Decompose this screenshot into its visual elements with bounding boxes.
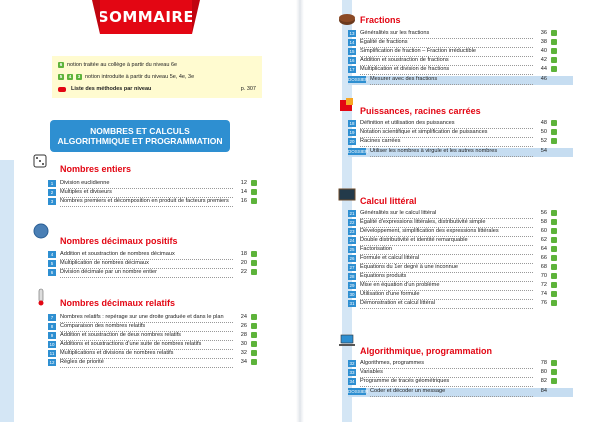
entry-title: Racines carrées bbox=[360, 138, 533, 147]
entry-number: 2 bbox=[48, 189, 56, 196]
level-icon bbox=[551, 120, 557, 126]
chapter-entries bbox=[48, 180, 273, 207]
right-page bbox=[300, 0, 600, 422]
chapter-title[interactable]: Calcul littéral bbox=[360, 196, 417, 206]
toc-entry[interactable] bbox=[348, 120, 573, 129]
entry-page: 70 bbox=[540, 273, 547, 279]
entry-title: Mesurer avec des fractions bbox=[370, 76, 533, 85]
level-icon bbox=[551, 48, 557, 54]
toc-entry[interactable] bbox=[48, 332, 273, 341]
entry-number: 9 bbox=[48, 332, 56, 339]
level-icons bbox=[547, 264, 573, 270]
level-icons bbox=[547, 39, 573, 45]
dossier-entry[interactable] bbox=[348, 76, 573, 85]
toc-entry[interactable] bbox=[348, 291, 573, 300]
toc-entry[interactable] bbox=[348, 246, 573, 255]
toc-entry[interactable] bbox=[48, 198, 273, 207]
level-icons bbox=[547, 237, 573, 243]
entry-number: 7 bbox=[48, 314, 56, 321]
entry-page: 52 bbox=[540, 138, 547, 144]
toc-entry[interactable] bbox=[348, 48, 573, 57]
entry-number: 13 bbox=[349, 31, 355, 36]
toc-entry[interactable] bbox=[48, 260, 273, 269]
toc-entry[interactable] bbox=[48, 359, 273, 368]
entry-number: DOSSIER bbox=[348, 77, 369, 82]
entry-page: 26 bbox=[240, 323, 247, 329]
entry-page: 72 bbox=[540, 282, 547, 288]
entry-title: Utiliser les nombres à virgule et les autres nombres bbox=[370, 148, 533, 157]
entry-title: Addition et soustraction de nombres décimaux bbox=[60, 251, 233, 260]
toc-entry[interactable] bbox=[348, 264, 573, 273]
entry-title: Nombres relatifs : repérage sur une droite graduée et dans le plan bbox=[60, 314, 233, 323]
main-section-title bbox=[50, 120, 230, 152]
entry-page: 62 bbox=[540, 237, 547, 243]
level-icon bbox=[551, 246, 557, 252]
level-icons bbox=[247, 323, 273, 329]
level-6-icon: 6 bbox=[59, 62, 63, 67]
entry-page: 68 bbox=[540, 264, 547, 270]
toc-entry[interactable] bbox=[348, 210, 573, 219]
level-icons bbox=[547, 66, 573, 72]
entry-page: 66 bbox=[540, 255, 547, 261]
toc-entry[interactable] bbox=[348, 255, 573, 264]
entry-number: 29 bbox=[349, 283, 355, 288]
level-icons bbox=[547, 378, 573, 384]
entry-title: Coder et décoder un message bbox=[370, 388, 533, 397]
entry-page: 58 bbox=[540, 219, 547, 225]
level-icons bbox=[547, 291, 573, 297]
entry-title: Définition et utilisation des puissances bbox=[360, 120, 533, 129]
entry-title: Addition et soustraction de fractions bbox=[360, 57, 533, 66]
entry-number: 20 bbox=[349, 139, 355, 144]
entry-page: 20 bbox=[240, 260, 247, 266]
toc-entry[interactable] bbox=[348, 282, 573, 291]
coin-icon bbox=[32, 222, 50, 240]
level-icon bbox=[551, 264, 557, 270]
entry-title: Division euclidienne bbox=[60, 180, 233, 189]
level-icons bbox=[547, 369, 573, 375]
entry-page: 84 bbox=[540, 388, 547, 394]
level-icon bbox=[251, 189, 257, 195]
dossier-entry[interactable] bbox=[348, 388, 573, 397]
chapter-entries bbox=[48, 314, 273, 368]
entry-page: 76 bbox=[540, 300, 547, 306]
entry-number: 23 bbox=[349, 229, 355, 234]
entry-number: 12 bbox=[49, 360, 55, 365]
entry-title: Généralités sur le calcul littéral bbox=[360, 210, 533, 219]
level-icon bbox=[551, 57, 557, 63]
entry-title: Multiplication et division de fractions bbox=[360, 66, 533, 75]
level-icon bbox=[251, 260, 257, 266]
entry-number: 16 bbox=[349, 58, 355, 63]
level-icon bbox=[551, 237, 557, 243]
entry-page: 36 bbox=[540, 30, 547, 36]
level-icon bbox=[551, 210, 557, 216]
entry-number: 15 bbox=[349, 49, 355, 54]
toc-entry[interactable] bbox=[348, 39, 573, 48]
entry-page: 34 bbox=[240, 359, 247, 365]
level-icon bbox=[551, 129, 557, 135]
entry-title: Nombres premiers et décomposition en produit de facteurs premiers bbox=[60, 198, 233, 207]
level-icon bbox=[551, 378, 557, 384]
entry-title: Mise en équation d'un problème bbox=[360, 282, 533, 291]
main-title-line2: ALGORITHMIQUE ET PROGRAMMATION bbox=[57, 136, 223, 146]
level-icon bbox=[551, 138, 557, 144]
level-icon bbox=[551, 219, 557, 225]
level-icons bbox=[547, 228, 573, 234]
entry-page: 64 bbox=[540, 246, 547, 252]
entry-number: 14 bbox=[349, 40, 355, 45]
entry-title: Division décimale par un nombre entier bbox=[60, 269, 233, 278]
sommaire-ribbon: SOMMAIRE bbox=[100, 0, 192, 34]
level-5-icon: 5 bbox=[59, 74, 63, 79]
entry-number: 3 bbox=[48, 198, 56, 205]
entry-number: 6 bbox=[48, 269, 56, 276]
entry-page: 24 bbox=[240, 314, 247, 320]
toc-entry[interactable] bbox=[348, 378, 573, 387]
level-icons bbox=[547, 129, 573, 135]
entry-page: 80 bbox=[540, 369, 547, 375]
blackboard-icon bbox=[338, 186, 356, 204]
level-icons bbox=[247, 350, 273, 356]
entry-title: Comparaison des nombres relatifs bbox=[60, 323, 233, 332]
thermometer-icon bbox=[32, 288, 50, 306]
entry-number: 33 bbox=[349, 370, 355, 375]
level-icon bbox=[551, 228, 557, 234]
entry-number: 31 bbox=[349, 301, 355, 306]
legend-box bbox=[52, 56, 262, 98]
chapter-title[interactable]: Nombres décimaux positifs bbox=[60, 236, 178, 246]
level-icon bbox=[251, 350, 257, 356]
entry-page: 18 bbox=[240, 251, 247, 257]
level-3-icon: 3 bbox=[77, 74, 81, 79]
entry-title: Multiples et diviseurs bbox=[60, 189, 233, 198]
entry-title: Additions et soustractions d'une suite de nombres relatifs bbox=[60, 341, 233, 350]
entry-title: Développement, simplification des expressions littérales bbox=[360, 228, 533, 237]
entry-title: Algorithmes, programmes bbox=[360, 360, 533, 369]
legend-row-543 bbox=[58, 71, 256, 83]
level-4-icon: 4 bbox=[68, 74, 72, 79]
toc-entry[interactable] bbox=[348, 30, 573, 39]
square-power-icon bbox=[338, 96, 356, 114]
level-icons bbox=[547, 255, 573, 261]
toc-entry[interactable] bbox=[48, 269, 273, 278]
level-icons bbox=[247, 260, 273, 266]
toc-entry[interactable] bbox=[48, 341, 273, 350]
entry-title: Formule et calcul littéral bbox=[360, 255, 533, 264]
methods-link[interactable]: Liste des méthodes par niveau bbox=[71, 86, 152, 92]
entry-number: 25 bbox=[349, 247, 355, 252]
arrow-icon bbox=[58, 87, 66, 92]
entry-title: Addition et soustraction de deux nombres relatifs bbox=[60, 332, 233, 341]
level-icon bbox=[251, 314, 257, 320]
entry-title: Utilisation d'une formule bbox=[360, 291, 533, 300]
entry-page: 16 bbox=[240, 198, 247, 204]
entry-number: 34 bbox=[349, 379, 355, 384]
toc-entry[interactable] bbox=[48, 180, 273, 189]
entry-number: 1 bbox=[48, 180, 56, 187]
toc-entry[interactable] bbox=[48, 189, 273, 198]
level-icons bbox=[547, 273, 573, 279]
toc-entry[interactable] bbox=[348, 300, 573, 309]
entry-number: 18 bbox=[349, 121, 355, 126]
entry-page: 50 bbox=[540, 129, 547, 135]
level-icons bbox=[247, 359, 273, 365]
chapter-title[interactable]: Nombres entiers bbox=[60, 164, 132, 174]
level-icons bbox=[247, 332, 273, 338]
toc-entry[interactable] bbox=[348, 66, 573, 75]
level-icon bbox=[551, 360, 557, 366]
toc-entry[interactable] bbox=[48, 251, 273, 260]
level-icons bbox=[547, 282, 573, 288]
level-icon bbox=[551, 39, 557, 45]
toc-entry[interactable] bbox=[348, 138, 573, 147]
entry-page: 28 bbox=[240, 332, 247, 338]
level-icons bbox=[547, 48, 573, 54]
chapter-entries bbox=[348, 210, 573, 309]
toc-entry[interactable] bbox=[348, 57, 573, 66]
entry-number: 21 bbox=[349, 211, 355, 216]
toc-entry[interactable] bbox=[348, 228, 573, 237]
level-icons bbox=[547, 210, 573, 216]
chapter-entries bbox=[348, 360, 573, 397]
level-icons bbox=[247, 269, 273, 275]
legend-text-6: notion traitée au collège à partir du niveau 6e bbox=[67, 62, 178, 68]
chapter-title[interactable]: Algorithmique, programmation bbox=[360, 346, 493, 356]
entry-title: Programme de tracés géométriques bbox=[360, 378, 533, 387]
legend-text-543: notion introduite à partir du niveau 5e, 4e, 3e bbox=[85, 74, 195, 80]
level-icons bbox=[247, 198, 273, 204]
entry-page: 38 bbox=[540, 39, 547, 45]
entry-page: 32 bbox=[240, 350, 247, 356]
level-icon bbox=[251, 341, 257, 347]
entry-number: 22 bbox=[349, 220, 355, 225]
entry-title: Égalité d'expressions littérales, distributivité simple bbox=[360, 219, 533, 228]
toc-entry[interactable] bbox=[348, 360, 573, 369]
level-icons bbox=[547, 360, 573, 366]
toc-entry[interactable] bbox=[348, 219, 573, 228]
chapter-entries bbox=[348, 120, 573, 157]
chapter-entries bbox=[348, 30, 573, 85]
chapter-entries bbox=[48, 251, 273, 278]
entry-title: Égalité de fractions bbox=[360, 39, 533, 48]
level-icon bbox=[551, 273, 557, 279]
entry-page: 44 bbox=[540, 66, 547, 72]
entry-number: 5 bbox=[48, 260, 56, 267]
level-icon bbox=[551, 30, 557, 36]
laptop-icon bbox=[338, 332, 356, 350]
level-icon bbox=[251, 180, 257, 186]
level-icons bbox=[547, 246, 573, 252]
entry-title: Équations du 1er degré à une inconnue bbox=[360, 264, 533, 273]
entry-title: Simplification de fraction – Fraction irréductible bbox=[360, 48, 533, 57]
entry-number: 28 bbox=[349, 274, 355, 279]
entry-page: 82 bbox=[540, 378, 547, 384]
entry-number: 19 bbox=[349, 130, 355, 135]
entry-title: Généralités sur les fractions bbox=[360, 30, 533, 39]
entry-number: 11 bbox=[49, 351, 55, 356]
legend-row-methods[interactable] bbox=[58, 83, 256, 95]
entry-number: 32 bbox=[349, 361, 355, 366]
left-band bbox=[0, 160, 14, 422]
level-icons bbox=[547, 300, 573, 306]
entry-page: 30 bbox=[240, 341, 247, 347]
toc-entry[interactable] bbox=[348, 237, 573, 246]
entry-title: Notation scientifique et simplification de puissances bbox=[360, 129, 533, 138]
level-icon bbox=[251, 251, 257, 257]
level-icons bbox=[247, 314, 273, 320]
dice-icon bbox=[32, 152, 50, 170]
level-icons bbox=[247, 189, 273, 195]
entry-number: 30 bbox=[349, 292, 355, 297]
entry-title: Démonstration et calcul littéral bbox=[360, 300, 533, 309]
entry-title: Multiplications et divisions de nombres relatifs bbox=[60, 350, 233, 359]
entry-number: 10 bbox=[49, 342, 55, 347]
entry-number: 17 bbox=[349, 67, 355, 72]
entry-number: 26 bbox=[349, 256, 355, 261]
entry-title: Équations produits bbox=[360, 273, 533, 282]
level-icons bbox=[247, 341, 273, 347]
level-icon bbox=[251, 332, 257, 338]
legend-row-6 bbox=[58, 59, 256, 71]
entry-number: 4 bbox=[48, 251, 56, 258]
dossier-entry[interactable] bbox=[348, 148, 573, 157]
level-icons bbox=[547, 219, 573, 225]
level-icon bbox=[251, 359, 257, 365]
toc-entry[interactable] bbox=[348, 129, 573, 138]
level-icon bbox=[551, 66, 557, 72]
entry-title: Règles de priorité bbox=[60, 359, 233, 368]
entry-page: 12 bbox=[240, 180, 247, 186]
level-icon bbox=[551, 291, 557, 297]
chapter-title[interactable]: Puissances, racines carrées bbox=[360, 106, 481, 116]
entry-title: Multiplication de nombres décimaux bbox=[60, 260, 233, 269]
entry-number: DOSSIER bbox=[348, 149, 369, 154]
level-icon bbox=[251, 198, 257, 204]
level-icons bbox=[547, 138, 573, 144]
entry-page: 56 bbox=[540, 210, 547, 216]
entry-page: 14 bbox=[240, 189, 247, 195]
toc-entry[interactable] bbox=[348, 273, 573, 282]
entry-page: 54 bbox=[540, 148, 547, 154]
entry-title: Double distributivité et identité remarquable bbox=[360, 237, 533, 246]
entry-page: 74 bbox=[540, 291, 547, 297]
entry-page: 60 bbox=[540, 228, 547, 234]
chapter-title[interactable]: Nombres décimaux relatifs bbox=[60, 298, 176, 308]
entry-number: DOSSIER bbox=[348, 389, 369, 394]
level-icon bbox=[551, 369, 557, 375]
toc-entry[interactable] bbox=[48, 323, 273, 332]
toc-entry[interactable] bbox=[48, 350, 273, 359]
level-icons bbox=[247, 180, 273, 186]
entry-number: 27 bbox=[349, 265, 355, 270]
methods-page: p. 307 bbox=[240, 86, 256, 92]
toc-entry[interactable] bbox=[348, 369, 573, 378]
chapter-title[interactable]: Fractions bbox=[360, 15, 401, 25]
level-icons bbox=[547, 120, 573, 126]
entry-page: 78 bbox=[540, 360, 547, 366]
level-icon bbox=[551, 300, 557, 306]
level-icon bbox=[551, 282, 557, 288]
entry-page: 22 bbox=[240, 269, 247, 275]
entry-title: Variables bbox=[360, 369, 533, 378]
entry-number: 24 bbox=[349, 238, 355, 243]
entry-page: 48 bbox=[540, 120, 547, 126]
cake-icon bbox=[338, 10, 356, 28]
entry-number: 8 bbox=[48, 323, 56, 330]
level-icon bbox=[551, 255, 557, 261]
toc-entry[interactable] bbox=[48, 314, 273, 323]
level-icon bbox=[251, 323, 257, 329]
level-icons bbox=[247, 251, 273, 257]
entry-page: 40 bbox=[540, 48, 547, 54]
level-icon bbox=[251, 269, 257, 275]
entry-title: Factorisation bbox=[360, 246, 533, 255]
entry-page: 46 bbox=[540, 76, 547, 82]
entry-page: 42 bbox=[540, 57, 547, 63]
main-title-line1: NOMBRES ET CALCULS bbox=[90, 126, 190, 136]
level-icons bbox=[547, 57, 573, 63]
level-icons bbox=[547, 30, 573, 36]
